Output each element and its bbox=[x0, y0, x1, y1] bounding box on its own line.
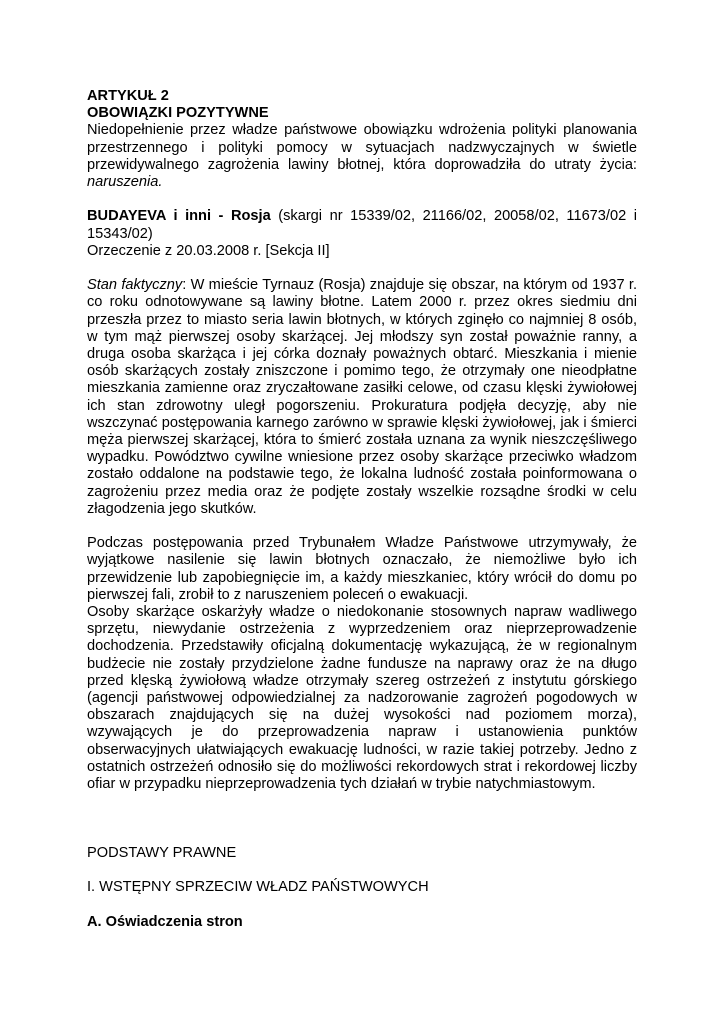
case-name: BUDAYEVA i inni - Rosja bbox=[87, 208, 271, 225]
section-legal-basis: PODSTAWY PRAWNE bbox=[87, 844, 237, 861]
proceedings-paragraph-1: Podczas postępowania przed Trybunałem Władze Państwowe utrzymywały, że wyjątkowe nasilenie się lawin błotnych oznaczało, że niemożliwe było ich przewidzenie lub zapobiegnięcie im, a każdy mieszkaniec, który wrócił do domu po pierwszej fali, zrobił to z naruszeniem poleceń o ewakuacji. bbox=[87, 535, 637, 603]
section-statements: A. Oświadczenia stron bbox=[87, 913, 243, 930]
facts-paragraph bbox=[87, 277, 637, 518]
case-applications: (skargi nr 15339/02, 21166/02, 20058/02, 11673/02 i 15343/02) bbox=[87, 208, 637, 242]
proceedings-paragraph-2: Osoby skarżące oskarżyły władze o niedokonanie stosownych napraw wadliwego sprzętu, niewydanie ostrzeżenia z wyprzedzeniem oraz nieprzeprowadzenie dochodzenia. Przedstawiły oficjalną dokumentację wykazującą, że w regionalnym budżecie nie zostały przydzielone żadne fundusze na naprawy oraz że na długo przed klęską żywiołową władze otrzymały szereg ostrzeżeń z instytutu górskiego (agencji państwowej odpowiedzialnej za nadzorowanie zagrożeń pogodowych w obszarach znajdujących się na dużej wysokości nad poziomem morza), wzywających je do przeprowadzenia napraw i ustanowienia punktów obserwacyjnych ułatwiających ewakuację ludności, w razie takiej potrzeby. Jedno z ostatnich ostrzeżeń odnosiło się do możliwości rekordowych strat i rekordowej liczby ofiar w przypadku nieprzeprowadzenia tych działań w trybie natychmiastowym. bbox=[87, 604, 637, 793]
summary-verdict: naruszenia. bbox=[87, 174, 163, 191]
document-page bbox=[87, 88, 637, 931]
article-title: OBOWIĄZKI POZYTYWNE bbox=[87, 105, 269, 122]
summary-text: Niedopełnienie przez władze państwowe obowiązku wdrożenia polityki planowania przestrzennego i polityki pomocy w sytuacjach nadzwyczajnych w świetle przewidywalnego zagrożenia lawiny błotnej, która doprowadziła do utraty życia: bbox=[87, 122, 637, 173]
article-summary bbox=[87, 122, 637, 191]
case-heading bbox=[87, 208, 637, 242]
article-number: ARTYKUŁ 2 bbox=[87, 88, 169, 104]
facts-text: : W mieście Tyrnauz (Rosja) znajduje się obszar, na którym od 1937 r. co roku odnotowywane są lawiny błotne. Latem 2000 r. przez okres siedmiu dni przeszła przez to miasto seria lawin błotnych, w których zginęło co najmniej 8 osób, w tym mąż pierwszej osoby skarżącej. Jej młodszy syn został poważnie ranny, a druga osoba skarżąca i jej córka doznały poważnych obtarć. Mieszkania i mienie osób skarżących zostały zniszczone i pomimo tego, że otrzymały one nieodpłatne mieszkania zamienne oraz zryczałtowane zasiłki celowe, od czasu klęski żywiołowej ich stan zdrowotny uległ pogorszeniu. Prokuratura podjęła decyzję, aby nie wszczynać postępowania karnego zarówno w sprawie klęski żywiołowej, jak i śmierci męża pierwszej skarżącej, która to śmierć została uznana za wynik nieszczęśliwego wypadku. Powództwo cywilne wniesione przez osoby skarżące przeciwko władzom zostało oddalone na podstawie tego, że lokalna ludność została poinformowana o zagrożeniu przez media oraz że podjęte zostały wszelkie rozsądne środki w celu złagodzenia jego skutków. bbox=[87, 277, 637, 517]
section-objection: I. WSTĘPNY SPRZECIW WŁADZ PAŃSTWOWYCH bbox=[87, 879, 429, 896]
case-judgment: Orzeczenie z 20.03.2008 r. [Sekcja II] bbox=[87, 242, 330, 259]
facts-label: Stan faktyczny bbox=[87, 277, 183, 294]
